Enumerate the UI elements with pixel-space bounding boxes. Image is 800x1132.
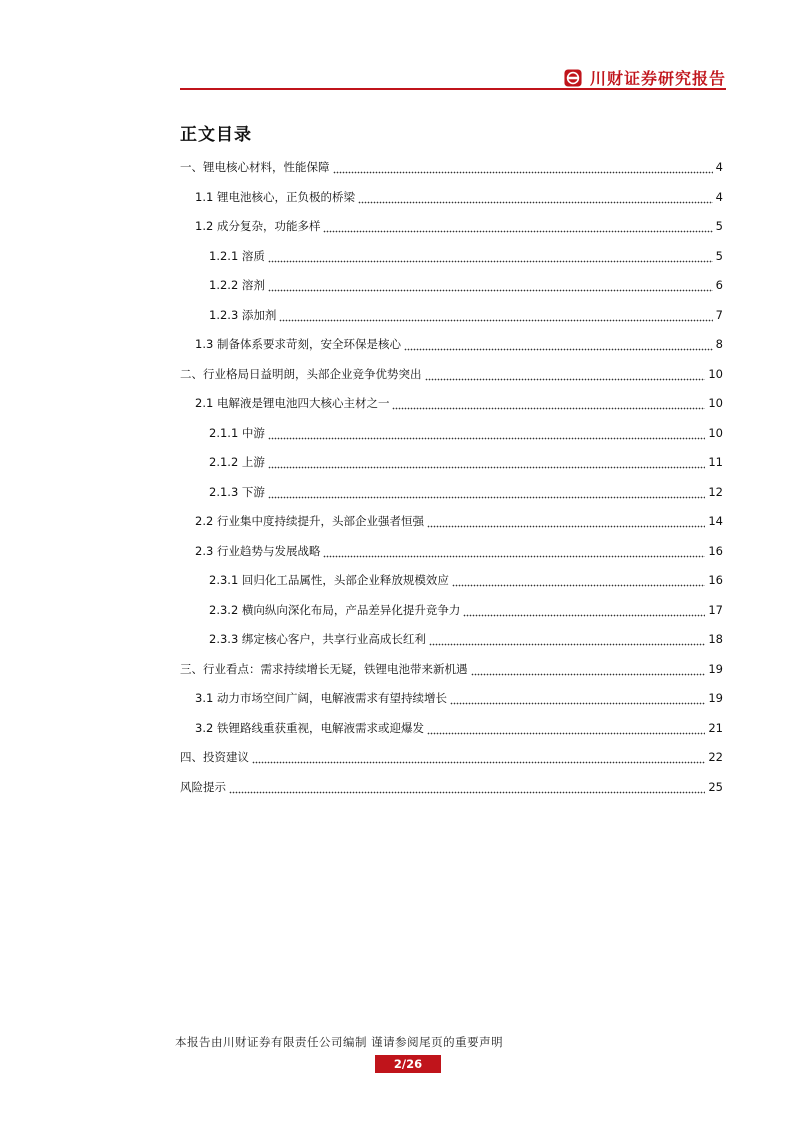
toc-entry-label: 1.2 成分复杂，功能多样 bbox=[195, 219, 321, 233]
toc-dot-leader bbox=[333, 167, 713, 174]
toc-entry[interactable] bbox=[180, 684, 723, 714]
toc-entry[interactable] bbox=[180, 360, 723, 390]
toc-entry-label: 2.1.2 上游 bbox=[209, 455, 265, 469]
toc-entry-label: 2.3.2 横向纵向深化布局，产品差异化提升竞争力 bbox=[209, 602, 461, 617]
header-divider bbox=[180, 88, 726, 90]
brand-title: 川财证券研究报告 bbox=[589, 69, 726, 88]
toc-dot-leader bbox=[425, 374, 706, 381]
toc-entry-label: 风险提示 bbox=[180, 779, 226, 794]
toc-dot-leader bbox=[463, 610, 705, 617]
toc-entry[interactable] bbox=[180, 330, 723, 360]
toc-dot-leader bbox=[404, 344, 713, 351]
toc-entry-page: 10 bbox=[708, 396, 723, 410]
toc-entry-label: 1.2.1 溶质 bbox=[209, 248, 265, 263]
toc-entry[interactable] bbox=[180, 537, 723, 567]
toc-entry-page: 14 bbox=[708, 514, 723, 528]
toc-entry[interactable] bbox=[180, 625, 723, 655]
toc-title: 正文目录 bbox=[180, 125, 252, 145]
toc-dot-leader bbox=[323, 226, 712, 233]
toc-entry-page: 19 bbox=[708, 691, 723, 705]
toc-dot-leader bbox=[268, 256, 713, 263]
toc-entry[interactable] bbox=[180, 566, 723, 596]
toc-dot-leader bbox=[268, 285, 713, 292]
toc-entry[interactable] bbox=[180, 389, 723, 419]
toc-dot-leader bbox=[358, 197, 713, 204]
toc-entry[interactable] bbox=[180, 743, 723, 773]
toc-entry-page: 16 bbox=[708, 543, 723, 558]
toc-entry-label: 1.2.2 溶剂 bbox=[209, 278, 265, 292]
toc-entry-page: 7 bbox=[715, 307, 723, 322]
toc-dot-leader bbox=[268, 462, 705, 469]
toc-entry-label: 2.3.1 回归化工品属性，头部企业释放规模效应 bbox=[209, 573, 449, 587]
toc-entry[interactable] bbox=[180, 242, 723, 272]
toc-entry-page: 19 bbox=[708, 661, 723, 676]
toc-entry-page: 10 bbox=[708, 425, 723, 440]
toc-entry-page: 21 bbox=[708, 720, 723, 735]
toc-entry-label: 3.1 动力市场空间广阔，电解液需求有望持续增长 bbox=[195, 691, 447, 705]
toc-entry-page: 5 bbox=[715, 219, 723, 233]
toc-entry-label: 2.2 行业集中度持续提升，头部企业强者恒强 bbox=[195, 514, 424, 528]
toc-entry[interactable] bbox=[180, 271, 723, 301]
toc-entry[interactable] bbox=[180, 655, 723, 685]
toc-dot-leader bbox=[268, 492, 705, 499]
toc-dot-leader bbox=[427, 728, 705, 735]
toc-dot-leader bbox=[268, 433, 705, 440]
toc-entry[interactable] bbox=[180, 773, 723, 803]
page-header bbox=[180, 60, 726, 92]
toc-entry-label: 2.1 电解液是锂电池四大核心主材之一 bbox=[195, 396, 390, 410]
toc-dot-leader bbox=[392, 403, 705, 410]
toc-dot-leader bbox=[452, 580, 705, 587]
toc-entry-page: 25 bbox=[708, 779, 723, 794]
chuancai-logo-icon bbox=[564, 69, 582, 87]
toc-entry-page: 4 bbox=[715, 189, 723, 204]
toc-entry-page: 16 bbox=[708, 573, 723, 587]
toc-entry[interactable] bbox=[180, 714, 723, 744]
toc-entry-page: 8 bbox=[715, 337, 723, 351]
toc-dot-leader bbox=[229, 787, 705, 794]
toc-entry-page: 22 bbox=[708, 750, 723, 764]
toc-entry-label: 四、投资建议 bbox=[180, 750, 249, 764]
toc-entry-page: 18 bbox=[708, 632, 723, 646]
toc-entry-page: 10 bbox=[708, 366, 723, 381]
toc-dot-leader bbox=[450, 698, 705, 705]
toc-entry-label: 三、行业看点：需求持续增长无疑，铁锂电池带来新机遇 bbox=[180, 661, 468, 676]
toc-dot-leader bbox=[427, 521, 705, 528]
toc-dot-leader bbox=[279, 315, 712, 322]
header-brand bbox=[564, 66, 726, 89]
toc-entry-label: 一、锂电核心材料，性能保障 bbox=[180, 160, 330, 174]
toc-entry[interactable] bbox=[180, 448, 723, 478]
table-of-contents bbox=[180, 153, 723, 802]
toc-entry-label: 1.1 锂电池核心，正负极的桥梁 bbox=[195, 189, 355, 204]
toc-entry[interactable] bbox=[180, 507, 723, 537]
toc-entry-label: 2.3 行业趋势与发展战略 bbox=[195, 543, 321, 558]
toc-entry-label: 1.2.3 添加剂 bbox=[209, 307, 277, 322]
toc-entry-label: 1.3 制备体系要求苛刻，安全环保是核心 bbox=[195, 337, 401, 351]
toc-entry[interactable] bbox=[180, 419, 723, 449]
toc-entry[interactable] bbox=[180, 153, 723, 183]
toc-entry-page: 6 bbox=[715, 278, 723, 292]
toc-entry-label: 2.1.1 中游 bbox=[209, 425, 265, 440]
toc-dot-leader bbox=[252, 757, 705, 764]
toc-dot-leader bbox=[323, 551, 705, 558]
toc-entry[interactable] bbox=[180, 183, 723, 213]
toc-dot-leader bbox=[471, 669, 706, 676]
toc-entry-label: 二、行业格局日益明朗，头部企业竞争优势突出 bbox=[180, 366, 422, 381]
toc-entry[interactable] bbox=[180, 301, 723, 331]
toc-entry[interactable] bbox=[180, 596, 723, 626]
toc-dot-leader bbox=[429, 639, 705, 646]
toc-entry-label: 3.2 铁锂路线重获重视，电解液需求或迎爆发 bbox=[195, 720, 424, 735]
footer-disclaimer: 本报告由川财证券有限责任公司编制 谨请参阅尾页的重要声明 bbox=[175, 1035, 504, 1049]
toc-entry-page: 4 bbox=[715, 160, 723, 174]
toc-entry-page: 17 bbox=[708, 602, 723, 617]
toc-entry-label: 2.3.3 绑定核心客户，共享行业高成长红利 bbox=[209, 632, 426, 646]
toc-entry-page: 12 bbox=[708, 484, 723, 499]
toc-entry[interactable] bbox=[180, 478, 723, 508]
toc-entry[interactable] bbox=[180, 212, 723, 242]
toc-entry-page: 11 bbox=[708, 455, 723, 469]
toc-entry-label: 2.1.3 下游 bbox=[209, 484, 265, 499]
toc-entry-page: 5 bbox=[715, 248, 723, 263]
page-number-badge: 2/26 bbox=[375, 1055, 441, 1073]
